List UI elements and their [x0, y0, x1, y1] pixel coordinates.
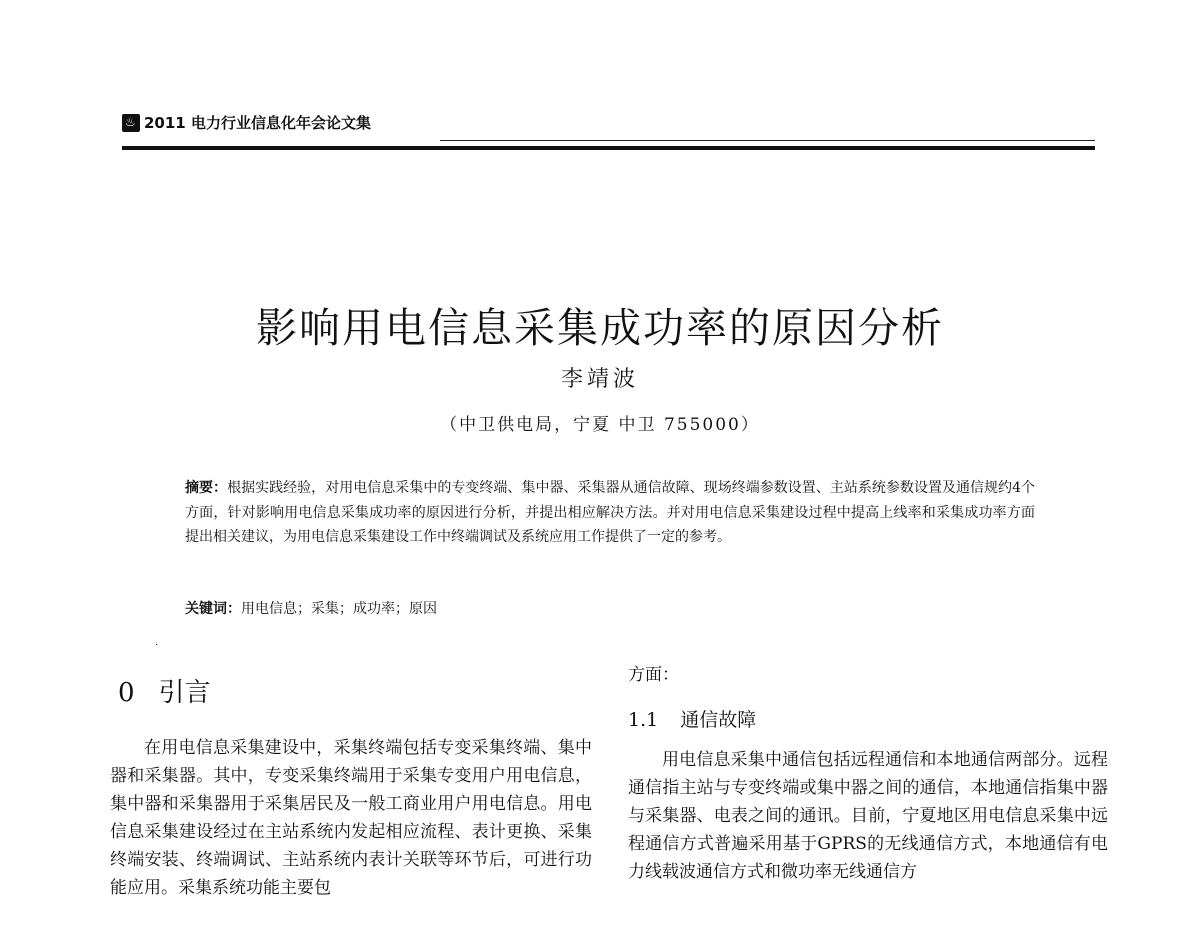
- left-column: [110, 734, 592, 902]
- header-thick-rule: [122, 146, 1095, 150]
- section-1-1-title: 通信故障: [680, 709, 757, 731]
- section-0-number: 0: [118, 678, 135, 708]
- journal-logo-icon: [122, 114, 140, 132]
- right-column: [628, 746, 1108, 886]
- section-0-heading: [118, 672, 235, 709]
- journal-name: 2011 电力行业信息化年会论文集: [144, 114, 371, 132]
- abstract: [185, 476, 1035, 550]
- author-name: 李靖波: [560, 367, 639, 392]
- comm-fault-paragraph: 用电信息采集中通信包括远程通信和本地通信两部分。远程通信指主站与专变终端或集中器之间的通信，本地通信指集中器与采集器、电表之间的通讯。目前，宁夏地区用电信息采集中远程通信方式普遍采用基于GPRS的无线通信方式，本地通信有电力线载波通信方式和微功率无线通信方: [628, 750, 1108, 882]
- continuation-text: 方面：: [628, 665, 679, 685]
- keywords-text: 用电信息；采集；成功率；原因: [241, 601, 437, 617]
- paper-title: 影响用电信息采集成功率的原因分析: [256, 304, 944, 353]
- abstract-label: 摘要：: [185, 480, 228, 496]
- intro-paragraph: 在用电信息采集建设中，采集终端包括专变采集终端、集中器和采集器。其中，专变采集终端用于采集专变用户用电信息，集中器和采集器用于采集居民及一般工商业用户用电信息。用电信息采集建设经过在主站系统内发起相应流程、表计更换、采集终端安装、终端调试、主站系统内表计关联等环节后，可进行功能应用。采集系统功能主要包: [110, 738, 592, 898]
- journal-header: [122, 112, 371, 133]
- header-thin-rule: [440, 140, 1095, 141]
- section-1-1-heading: [628, 705, 778, 732]
- abstract-text: 根据实践经验，对用电信息采集中的专变终端、集中器、采集器从通信故障、现场终端参数设置、主站系统参数设置及通信规约4个方面，针对影响用电信息采集成功率的原因进行分析，并提出相应解决方法。并对用电信息采集建设过程中提高上线率和采集成功率方面提出相关建议，为用电信息采集建设工作中终端调试及系统应用工作提供了一定的参考。: [185, 480, 1036, 545]
- keywords-label: 关键词：: [185, 601, 241, 617]
- author-affiliation: （中卫供电局，宁夏 中卫 755000）: [440, 415, 760, 435]
- scan-speck: ·: [155, 640, 159, 651]
- keywords: [185, 598, 437, 618]
- section-1-1-number: 1.1: [628, 709, 659, 731]
- section-0-title: 引言: [158, 678, 211, 708]
